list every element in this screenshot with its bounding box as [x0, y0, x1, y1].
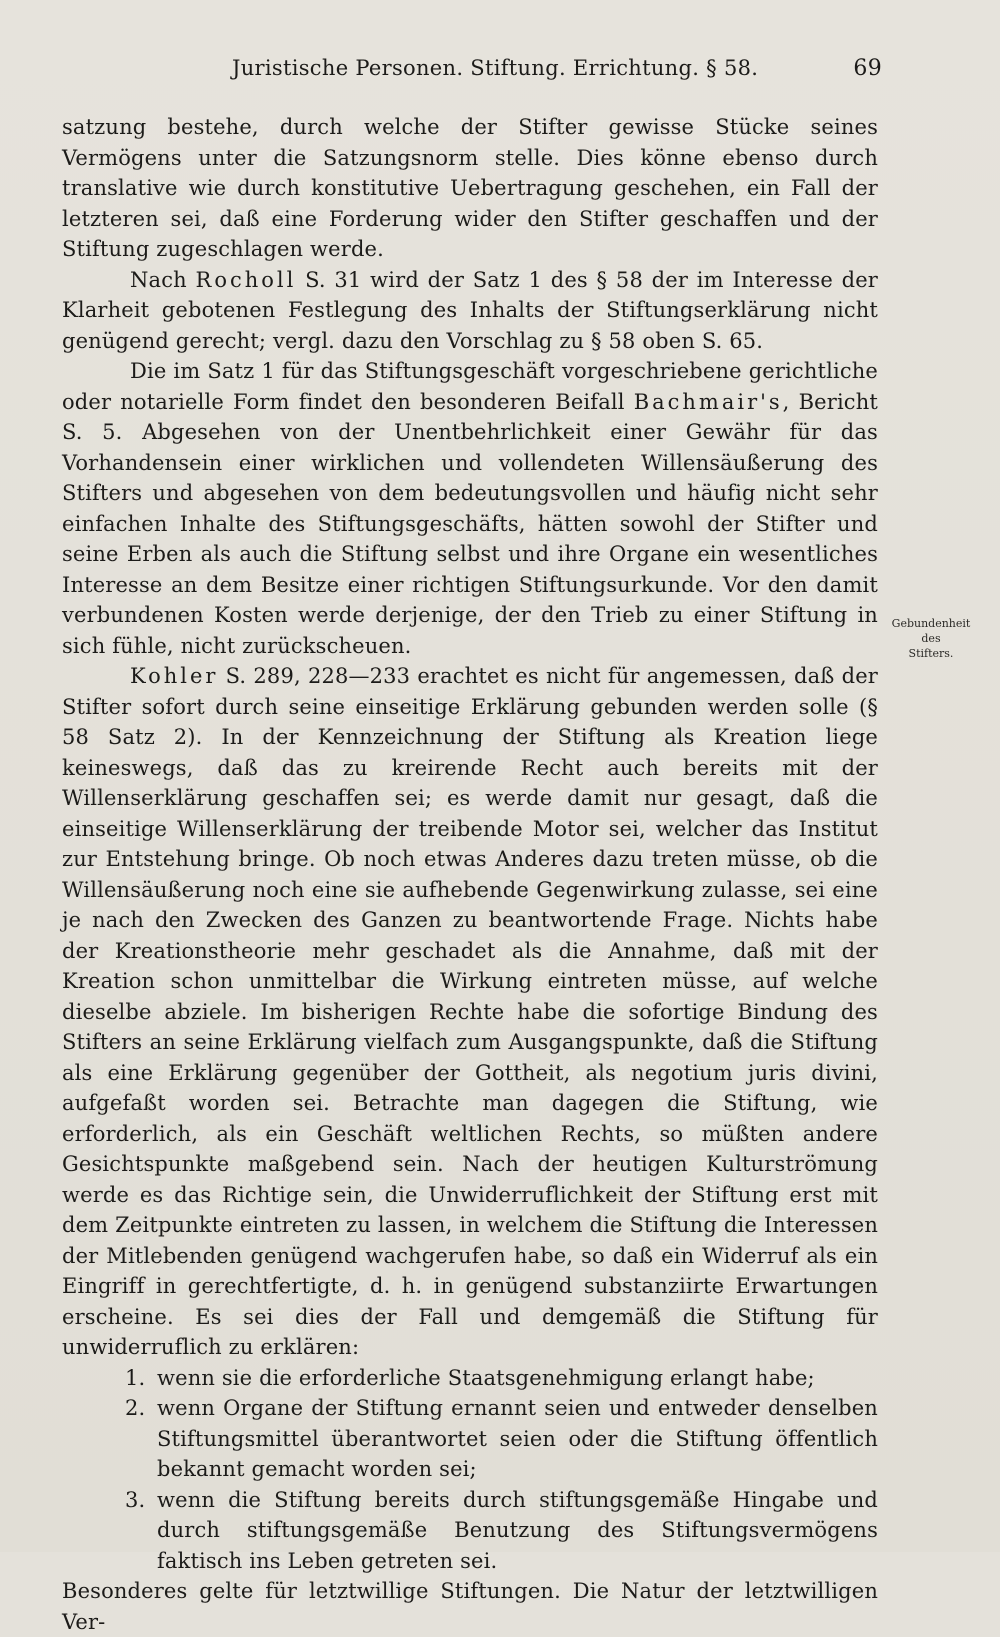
margin-note-line-2: des — [921, 632, 941, 645]
paragraph-2-text: S. 31 wird der Satz 1 des § 58 der im Interesse der Klarheit gebotenen Festlegung des Inhalts der Stiftungserklärung nicht genügend gerecht; vergl. dazu den Vorschlag zu § 58 oben S. 65. — [62, 267, 878, 353]
running-title: Juristische Personen. Stiftung. Errichtung. § 58. — [232, 56, 759, 80]
main-text — [62, 112, 878, 1637]
list-item-text: wenn Organe der Stiftung ernannt seien und entweder denselben Stiftungsmittel überantwortet seien oder die Stiftung öffentlich bekannt gemacht worden sei; — [157, 1396, 878, 1481]
list-item-text: wenn sie die erforderliche Staatsgenehmigung erlangt habe; — [157, 1365, 815, 1390]
margin-note-line-3: Stifters. — [908, 647, 954, 660]
list-item-number: 3. — [125, 1487, 146, 1512]
list-item-text: wenn die Stiftung bereits durch stiftungsgemäße Hingabe und durch stiftungsgemäße Benutzung des Stiftungsvermögens faktisch ins Leben getreten sei. — [157, 1487, 878, 1573]
page-number: 69 — [853, 56, 882, 81]
list-item — [62, 1485, 878, 1577]
paragraph-1 — [62, 112, 878, 265]
paragraph-1-text: satzung bestehe, durch welche der Stifter gewisse Stücke seines Vermögens unter die Satzungsnorm stelle. Dies könne ebenso durch translative wie durch konstitutive Uebertragung geschehen, ein Fall der letzteren sei, daß eine Forderung wider den Stifter geschaffen und der Stiftung zugeschlagen werde. — [62, 115, 878, 261]
condition-list — [62, 1363, 878, 1577]
author-name-kohler: Kohler — [130, 664, 219, 688]
paragraph-2-lead: Nach — [130, 267, 196, 292]
paragraph-3 — [62, 356, 878, 661]
author-name-bachmair: Bachmair's — [633, 389, 783, 414]
paragraph-3-part2: , Bericht S. 5. Abgesehen von der Unentbehrlichkeit einer Gewähr für das Vorhandensein einer wirklichen und vollendeten Willensäußerung des Stifters und abgesehen von dem bedeutungsvollen und häufig nicht sehr einfachen Inhalte des Stiftungsgeschäfts, hätten sowohl der Stifter und seine Erben als auch die Stiftung selbst und ihre Organe ein wesentliches Interesse an dem Besitze einer richtigen Stiftungsurkunde. Vor den damit verbundenen Kosten werde derjenige, der den Trieb zu einer Stiftung in sich fühle, nicht zurückscheuen. — [62, 389, 878, 658]
paragraph-2 — [62, 265, 878, 357]
running-header — [232, 56, 882, 90]
paragraph-3-part1: Die im Satz 1 für das Stiftungsgeschäft vorgeschriebene gerichtliche oder notarielle Form findet den besonderen Beifall — [62, 359, 878, 414]
list-item-number: 2. — [125, 1396, 146, 1420]
list-item-number: 1. — [125, 1365, 146, 1390]
paragraph-4-text: S. 289, 228—233 erachtet es nicht für angemessen, daß der Stifter sofort durch seine einseitige Erklärung gebunden werden solle (§ 58 Satz 2). In der Kennzeichnung der Stiftung als Kreation liege keineswegs, daß das zu kreirende Recht auch bereits mit der Willenserklärung geschaffen sei; es werde damit nur gesagt, daß die einseitige Willenserklärung der treibende Motor sei, welcher das Institut zur Entstehung bringe. Ob noch etwas Anderes dazu treten müsse, ob die Willensäußerung noch eine sie aufhebende Gegenwirkung zulasse, sei eine je nach den Zwecken des Ganzen zu beantwortende Frage. Nichts habe der Kreationstheorie mehr geschadet als die Annahme, daß mit der Kreation schon unmittelbar die Wirkung eintreten müsse, auf welche dieselbe abziele. Im bisherigen Rechte habe die sofortige Bindung des Stifters an seine Erklärung vielfach zum Ausgangspunkte, daß die Stiftung als eine Erklärung gegenüber der Gottheit, als negotium juris divini, aufgefaßt worden sei. Betrachte man dagegen die Stiftung, wie erforderlich, als ein Geschäft weltlichen Rechts, so müßten andere Gesichtspunkte maßgebend sein. Nach der heutigen Kulturströmung werde es das Richtige sein, die Unwiderruflichkeit der Stiftung erst mit dem Zeitpunkte eintreten zu lassen, in welchem die Stiftung die Interessen der Mitlebenden genügend wachgerufen habe, so daß ein Widerruf als ein Eingriff in gerechtfertigte, d. h. in genügend substanziirte Erwartungen erscheine. Es sei dies der Fall und demgemäß die Stiftung für unwiderruflich zu erklären: — [62, 664, 878, 1359]
margin-note — [884, 616, 978, 661]
list-item — [62, 1393, 878, 1485]
closing-line: Besonderes gelte für letztwillige Stiftungen. Die Natur der letztwilligen Ver- — [62, 1579, 878, 1634]
margin-note-line-1: Gebundenheit — [891, 617, 971, 630]
paragraph-4 — [62, 661, 878, 1363]
author-name-rocholl: Rocholl — [195, 267, 297, 292]
list-item — [62, 1363, 878, 1394]
